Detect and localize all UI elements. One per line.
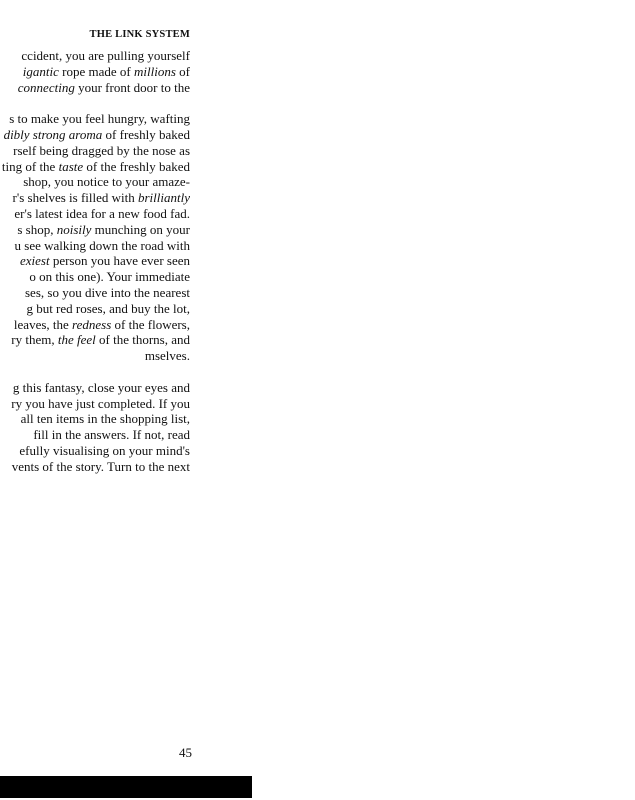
italic-text: redness xyxy=(72,316,112,332)
paragraph-gap xyxy=(0,95,190,111)
text-line xyxy=(0,253,190,269)
text-line xyxy=(0,427,190,443)
italic-text: igantic xyxy=(22,63,59,79)
text-line xyxy=(0,127,190,143)
text-run: s shop, xyxy=(17,221,57,237)
text-run: vents of the story. Turn to the next xyxy=(11,458,190,474)
text-run: of the freshly baked xyxy=(83,158,190,174)
italic-text: connecting xyxy=(17,79,75,95)
page-number: 45 xyxy=(179,745,192,760)
body-text xyxy=(0,48,190,475)
text-run: ccident, you are pulling yourself xyxy=(21,48,190,63)
text-line xyxy=(0,80,190,96)
text-line xyxy=(0,238,190,254)
text-run: er's latest idea for a new food fad. xyxy=(14,205,190,221)
text-run: ry you have just completed. If you xyxy=(11,395,190,411)
text-run: of the flowers, xyxy=(111,316,190,332)
text-run: fill in the answers. If not, read xyxy=(33,427,190,443)
italic-text: millions xyxy=(134,63,176,79)
text-run: g but red roses, and buy the lot, xyxy=(26,300,190,316)
text-line xyxy=(0,317,190,333)
text-line xyxy=(0,411,190,427)
text-run: rself being dragged by the nose as xyxy=(13,142,190,158)
text-run: of xyxy=(175,63,190,79)
text-run: ses, so you dive into the nearest xyxy=(25,284,190,300)
text-run: o on this one). Your immediate xyxy=(29,269,190,285)
text-line xyxy=(0,348,190,364)
text-line xyxy=(0,48,190,64)
text-line xyxy=(0,174,190,190)
italic-text: the feel xyxy=(57,332,96,348)
text-run: ting of the xyxy=(1,158,59,174)
text-line xyxy=(0,222,190,238)
text-run: shop, you notice to your amaze- xyxy=(23,174,190,190)
italic-text: taste xyxy=(58,158,84,174)
text-line xyxy=(0,285,190,301)
text-run: your front door to the xyxy=(74,79,190,95)
text-line xyxy=(0,64,190,80)
text-line xyxy=(0,380,190,396)
text-run: s to make you feel hungry, wafting xyxy=(9,111,190,127)
text-run: ry them, xyxy=(11,332,58,348)
text-run: leaves, the xyxy=(13,316,73,332)
italic-text: brilliantly xyxy=(138,190,190,206)
text-run: munching on your xyxy=(91,221,190,237)
text-run: u see walking down the road with xyxy=(14,237,190,253)
text-run: person you have ever seen xyxy=(49,253,190,269)
running-head: THE LINK SYSTEM xyxy=(89,29,190,40)
text-run: rope made of xyxy=(58,63,134,79)
text-run: of the thorns, and xyxy=(95,332,190,348)
text-line xyxy=(0,301,190,317)
text-line xyxy=(0,332,190,348)
text-line xyxy=(0,190,190,206)
text-line xyxy=(0,396,190,412)
text-run: of freshly baked xyxy=(102,126,190,142)
text-line xyxy=(0,143,190,159)
text-run: all ten items in the shopping list, xyxy=(20,411,190,427)
text-line xyxy=(0,206,190,222)
text-run: efully visualising on your mind's xyxy=(19,442,190,458)
text-line xyxy=(0,443,190,459)
text-run: g this fantasy, close your eyes and xyxy=(12,379,190,395)
italic-text: dibly strong aroma xyxy=(3,126,103,142)
italic-text: exiest xyxy=(19,253,50,269)
scan-edge-bar xyxy=(0,776,252,798)
italic-text: noisily xyxy=(56,221,92,237)
text-line xyxy=(0,459,190,475)
text-run: r's shelves is filled with xyxy=(12,190,138,206)
text-run: mselves. xyxy=(144,348,190,364)
paragraph-gap xyxy=(0,364,190,380)
text-line xyxy=(0,111,190,127)
text-line xyxy=(0,269,190,285)
text-line xyxy=(0,159,190,175)
